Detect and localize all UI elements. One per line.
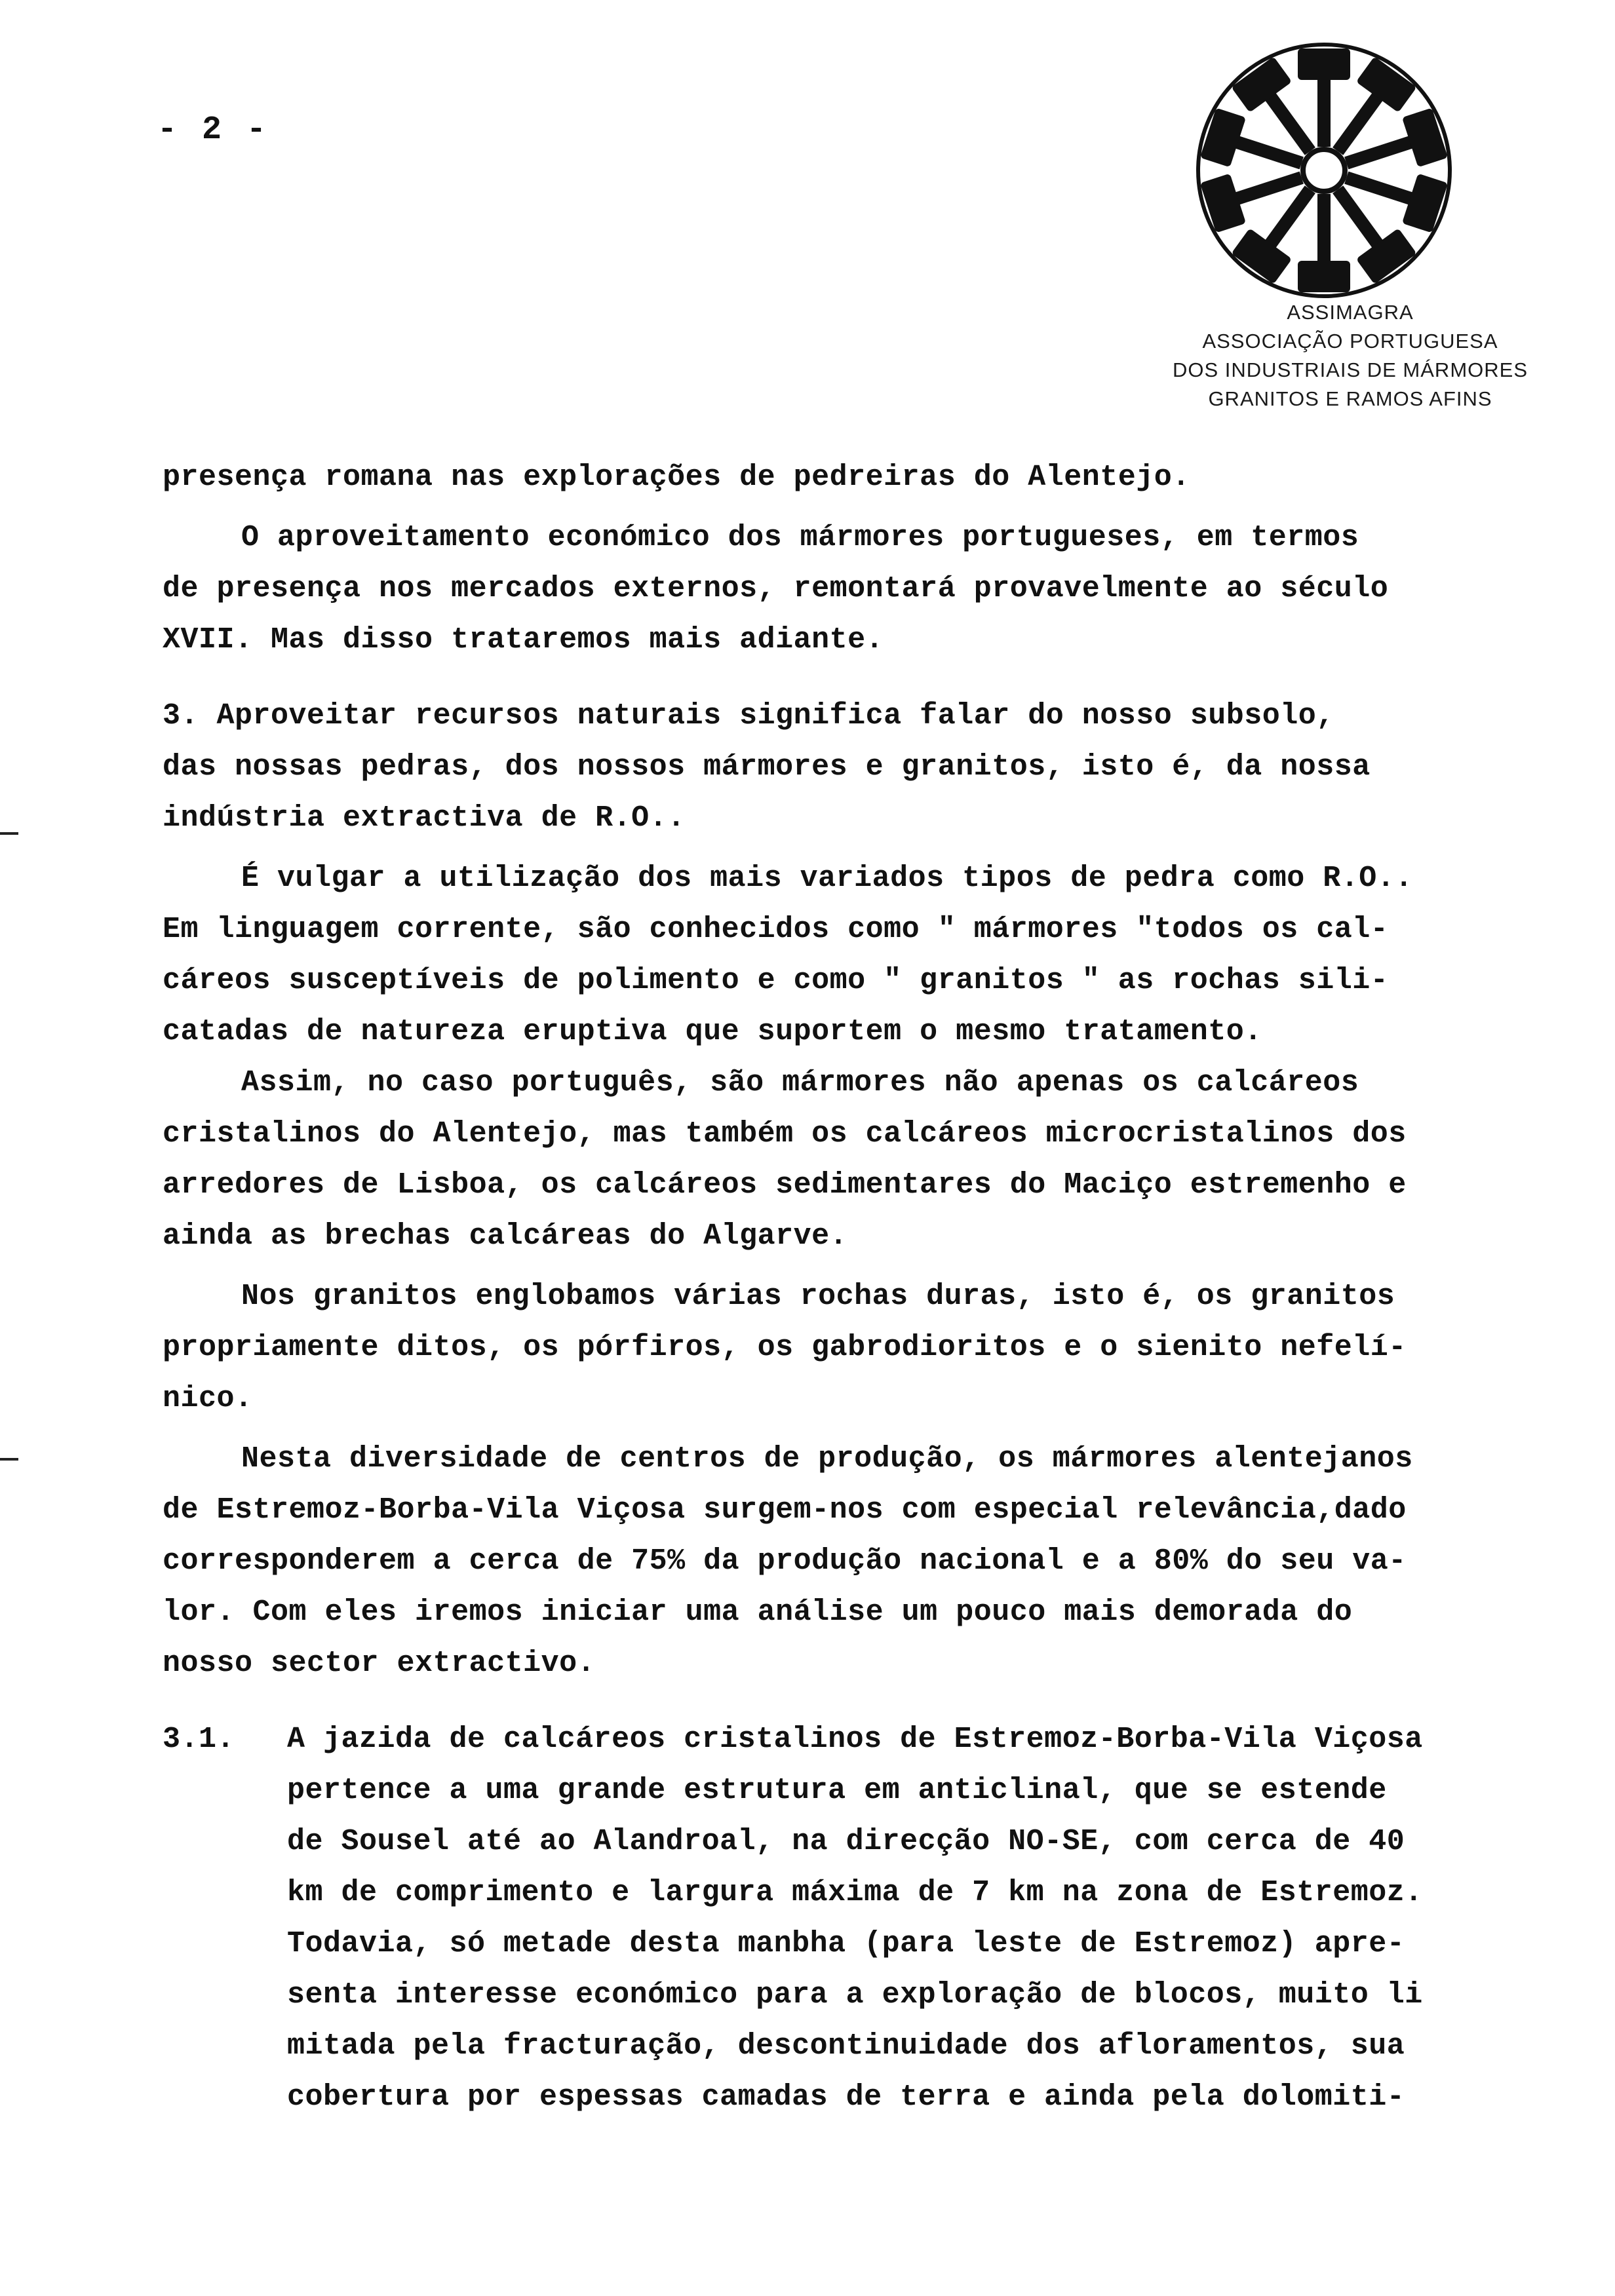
assimagra-hammer-wheel-icon xyxy=(1193,39,1455,301)
text-line: Todavia, só metade desta manbha (para leste de Estremoz) apre- xyxy=(287,1927,1405,1961)
text-line: corresponderem a cerca de 75% da produção nacional e a 80% do seu va- xyxy=(163,1544,1407,1578)
text-line: senta interesse económico para a exploração de blocos, muito li xyxy=(287,1978,1423,2012)
text-line: cáreos susceptíveis de polimento e como " granitos " as rochas sili- xyxy=(163,964,1389,997)
organization-name xyxy=(1114,298,1586,413)
org-line: ASSOCIAÇÃO PORTUGUESA xyxy=(1202,330,1498,353)
text-line: Em linguagem corrente, são conhecidos como " mármores "todos os cal- xyxy=(163,913,1389,946)
text-line: propriamente ditos, os pórfiros, os gabrodioritos e o sienito nefelí- xyxy=(163,1331,1407,1364)
text-line: cobertura por espessas camadas de terra e ainda pela dolomiti- xyxy=(287,2080,1405,2114)
text-line: Assim, no caso português, são mármores não apenas os calcáreos xyxy=(241,1066,1359,1100)
text-line: de Estremoz-Borba-Vila Viçosa surgem-nos com especial relevância,dado xyxy=(163,1493,1407,1527)
paragraph xyxy=(163,1434,1539,1689)
text-line: km de comprimento e largura máxima de 7 km na zona de Estremoz. xyxy=(287,1876,1423,1909)
organization-logo xyxy=(1114,39,1586,419)
text-line: Nos granitos englobamos várias rochas duras, isto é, os granitos xyxy=(241,1280,1395,1313)
text-line: ainda as brechas calcáreas do Algarve. xyxy=(163,1219,848,1253)
scan-margin-mark xyxy=(0,1458,18,1461)
text-line: nosso sector extractivo. xyxy=(163,1647,596,1680)
paragraph xyxy=(163,853,1539,1058)
paragraph xyxy=(163,1271,1539,1425)
text-line: Nesta diversidade de centros de produção, os mármores alentejanos xyxy=(241,1442,1413,1476)
text-line: presença romana nas explorações de pedreiras do Alentejo. xyxy=(163,461,1190,494)
text-line: das nossas pedras, dos nossos mármores e granitos, isto é, da nossa xyxy=(163,750,1371,784)
page-number: - 2 - xyxy=(157,111,269,149)
scan-margin-mark xyxy=(0,832,18,835)
paragraph xyxy=(163,512,1539,666)
text-line: catadas de natureza eruptiva que suportem o mesmo tratamento. xyxy=(163,1015,1262,1048)
text-line: mitada pela fracturação, descontinuidade dos afloramentos, sua xyxy=(287,2029,1405,2063)
text-line: A jazida de calcáreos cristalinos de Estremoz-Borba-Vila Viçosa xyxy=(287,1723,1423,1756)
paragraph xyxy=(163,452,1539,503)
text-line: de presença nos mercados externos, remontará provavelmente ao século xyxy=(163,572,1389,605)
org-line: DOS INDUSTRIAIS DE MÁRMORES xyxy=(1173,358,1528,381)
text-line: cristalinos do Alentejo, mas também os calcáreos microcristalinos dos xyxy=(163,1117,1407,1151)
paragraph xyxy=(163,691,1539,844)
text-line: pertence a uma grande estrutura em anticlinal, que se estende xyxy=(287,1774,1387,1807)
text-line: O aproveitamento económico dos mármores portugueses, em termos xyxy=(241,521,1359,554)
text-line: nico. xyxy=(163,1382,253,1415)
text-line: XVII. Mas disso trataremos mais adiante. xyxy=(163,623,884,657)
numbered-section xyxy=(163,1714,1539,2123)
text-line: de Sousel até ao Alandroal, na direcção NO-SE, com cerca de 40 xyxy=(287,1825,1405,1858)
document-body xyxy=(163,452,1539,2123)
section-number: 3.1. xyxy=(163,1723,235,1756)
text-line: indústria extractiva de R.O.. xyxy=(163,801,686,835)
text-line: lor. Com eles iremos iniciar uma análise um pouco mais demorada do xyxy=(163,1596,1353,1629)
paragraph xyxy=(163,1058,1539,1262)
org-line: GRANITOS E RAMOS AFINS xyxy=(1208,387,1492,410)
text-line: 3. Aproveitar recursos naturais significa falar do nosso subsolo, xyxy=(163,699,1334,733)
org-line: ASSIMAGRA xyxy=(1287,301,1414,324)
text-line: É vulgar a utilização dos mais variados tipos de pedra como R.O.. xyxy=(241,862,1413,895)
text-line: arredores de Lisboa, os calcáreos sedimentares do Maciço estremenho e xyxy=(163,1168,1407,1202)
